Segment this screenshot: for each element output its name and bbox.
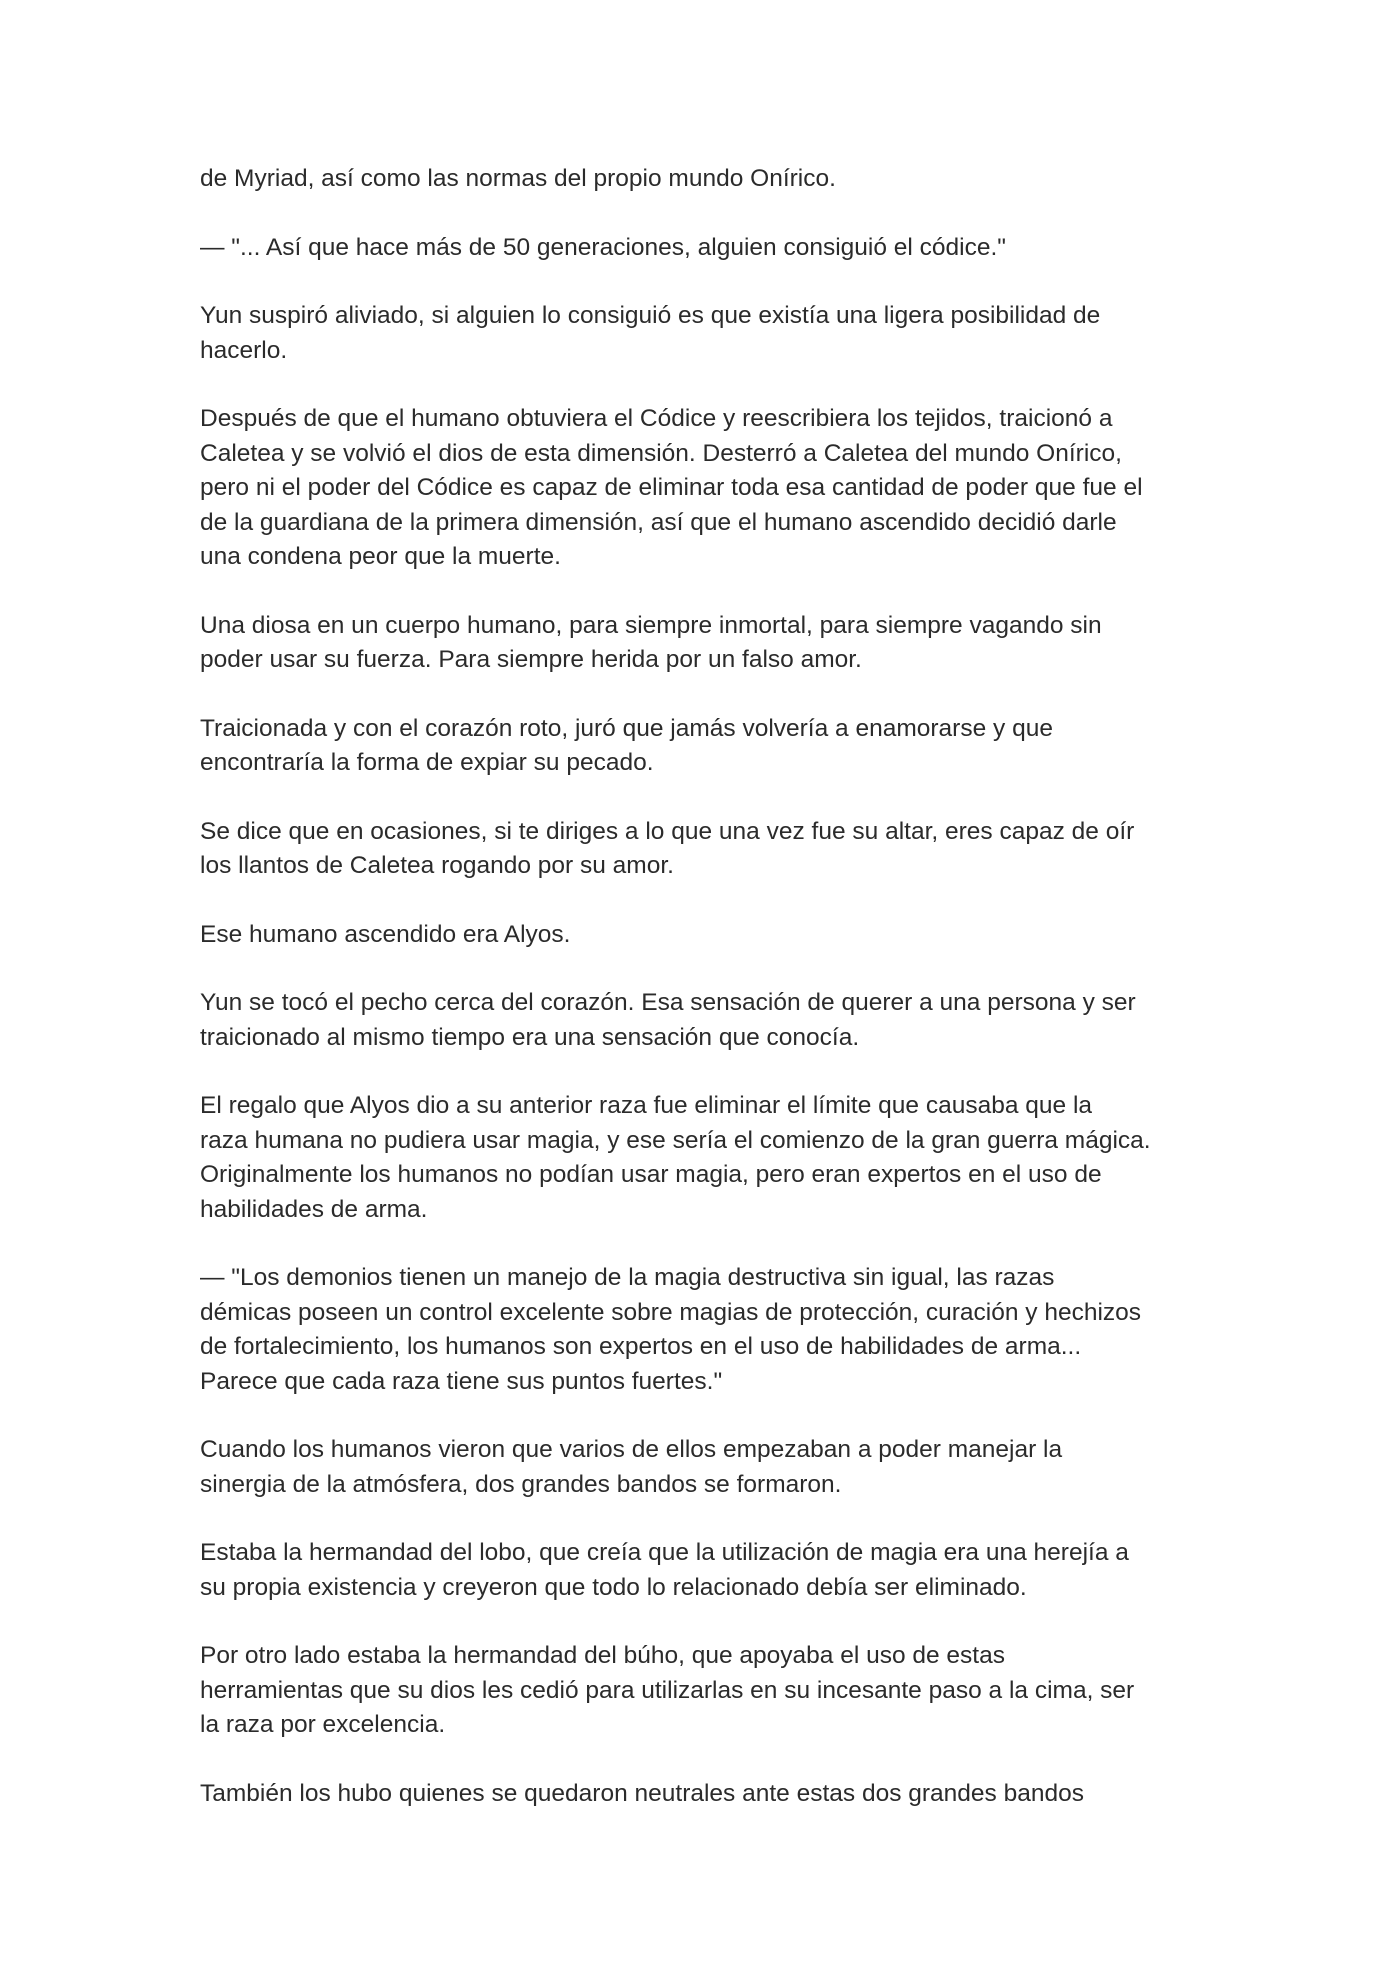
text-line: sinergia de la atmósfera, dos grandes bandos se formaron. xyxy=(200,1470,842,1498)
text-line: — "... Así que hace más de 50 generaciones, alguien consiguió el códice." xyxy=(200,233,1006,261)
text-line: Se dice que en ocasiones, si te diriges a lo que una vez fue su altar, eres capaz de oír xyxy=(200,817,1135,845)
text-line: Estaba la hermandad del lobo, que creía que la utilización de magia era una herejía a xyxy=(200,1539,1129,1566)
text-line: Parece que cada raza tiene sus puntos fuertes." xyxy=(200,1367,723,1395)
text-line: de Myriad, así como las normas del propio mundo Onírico. xyxy=(200,165,836,192)
text-line: los llantos de Caletea rogando por su amor. xyxy=(200,852,674,879)
text-line: pero ni el poder del Códice es capaz de eliminar toda esa cantidad de poder que fue el xyxy=(200,474,1143,501)
paragraph xyxy=(200,231,1210,266)
text-line: de la guardiana de la primera dimensión, así que el humano ascendido decidió darle xyxy=(200,508,1117,536)
text-line: démicas poseen un control excelente sobre magias de protección, curación y hechizos xyxy=(200,1298,1142,1326)
text-line: hacerlo. xyxy=(200,336,288,364)
text-line: También los hubo quienes se quedaron neutrales ante estas dos grandes bandos xyxy=(200,1779,1084,1807)
text-line: una condena peor que la muerte. xyxy=(200,543,561,570)
body-text xyxy=(200,162,1210,1845)
text-line: Caletea y se volvió el dios de esta dimensión. Desterró a Caletea del mundo Onírico, xyxy=(200,439,1122,467)
paragraph xyxy=(200,1777,1210,1812)
text-line: la raza por excelencia. xyxy=(200,1711,446,1738)
paragraph xyxy=(200,402,1210,575)
paragraph xyxy=(200,815,1210,884)
text-line: herramientas que su dios les cedió para utilizarlas en su incesante paso a la cima, ser xyxy=(200,1676,1135,1704)
paragraph xyxy=(200,609,1210,678)
paragraph xyxy=(200,1433,1210,1502)
text-line: Una diosa en un cuerpo humano, para siempre inmortal, para siempre vagando sin xyxy=(200,611,1102,639)
paragraph xyxy=(200,299,1210,368)
text-line: Yun suspiró aliviado, si alguien lo consiguió es que existía una ligera posibilidad de xyxy=(200,302,1101,329)
text-line: habilidades de arma. xyxy=(200,1195,428,1223)
paragraph xyxy=(200,162,1210,197)
text-line: Yun se tocó el pecho cerca del corazón. Esa sensación de querer a una persona y ser xyxy=(200,989,1136,1016)
text-line: traicionado al mismo tiempo era una sensación que conocía. xyxy=(200,1023,860,1051)
text-line: El regalo que Alyos dio a su anterior raza fue eliminar el límite que causaba que la xyxy=(200,1092,1093,1119)
paragraph xyxy=(200,918,1210,953)
paragraph xyxy=(200,1089,1210,1227)
text-line: Originalmente los humanos no podían usar magia, pero eran expertos en el uso de xyxy=(200,1161,1102,1188)
paragraph xyxy=(200,986,1210,1055)
text-line: Por otro lado estaba la hermandad del búho, que apoyaba el uso de estas xyxy=(200,1642,1005,1669)
text-line: Después de que el humano obtuviera el Códice y reescribiera los tejidos, traicionó a xyxy=(200,405,1113,432)
paragraph xyxy=(200,1261,1210,1399)
text-line: encontraría la forma de expiar su pecado. xyxy=(200,749,654,776)
paragraph xyxy=(200,712,1210,781)
text-line: Ese humano ascendido era Alyos. xyxy=(200,920,571,948)
text-line: raza humana no pudiera usar magia, y ese sería el comienzo de la gran guerra mágica. xyxy=(200,1126,1151,1154)
text-line: — "Los demonios tienen un manejo de la magia destructiva sin igual, las razas xyxy=(200,1264,1055,1291)
paragraph xyxy=(200,1639,1210,1743)
text-line: Traicionada y con el corazón roto, juró que jamás volvería a enamorarse y que xyxy=(200,714,1053,742)
paragraph xyxy=(200,1536,1210,1605)
text-line: de fortalecimiento, los humanos son expertos en el uso de habilidades de arma... xyxy=(200,1333,1082,1360)
text-line: su propia existencia y creyeron que todo lo relacionado debía ser eliminado. xyxy=(200,1573,1027,1601)
text-line: poder usar su fuerza. Para siempre herida por un falso amor. xyxy=(200,646,862,673)
text-line: Cuando los humanos vieron que varios de ellos empezaban a poder manejar la xyxy=(200,1436,1063,1463)
